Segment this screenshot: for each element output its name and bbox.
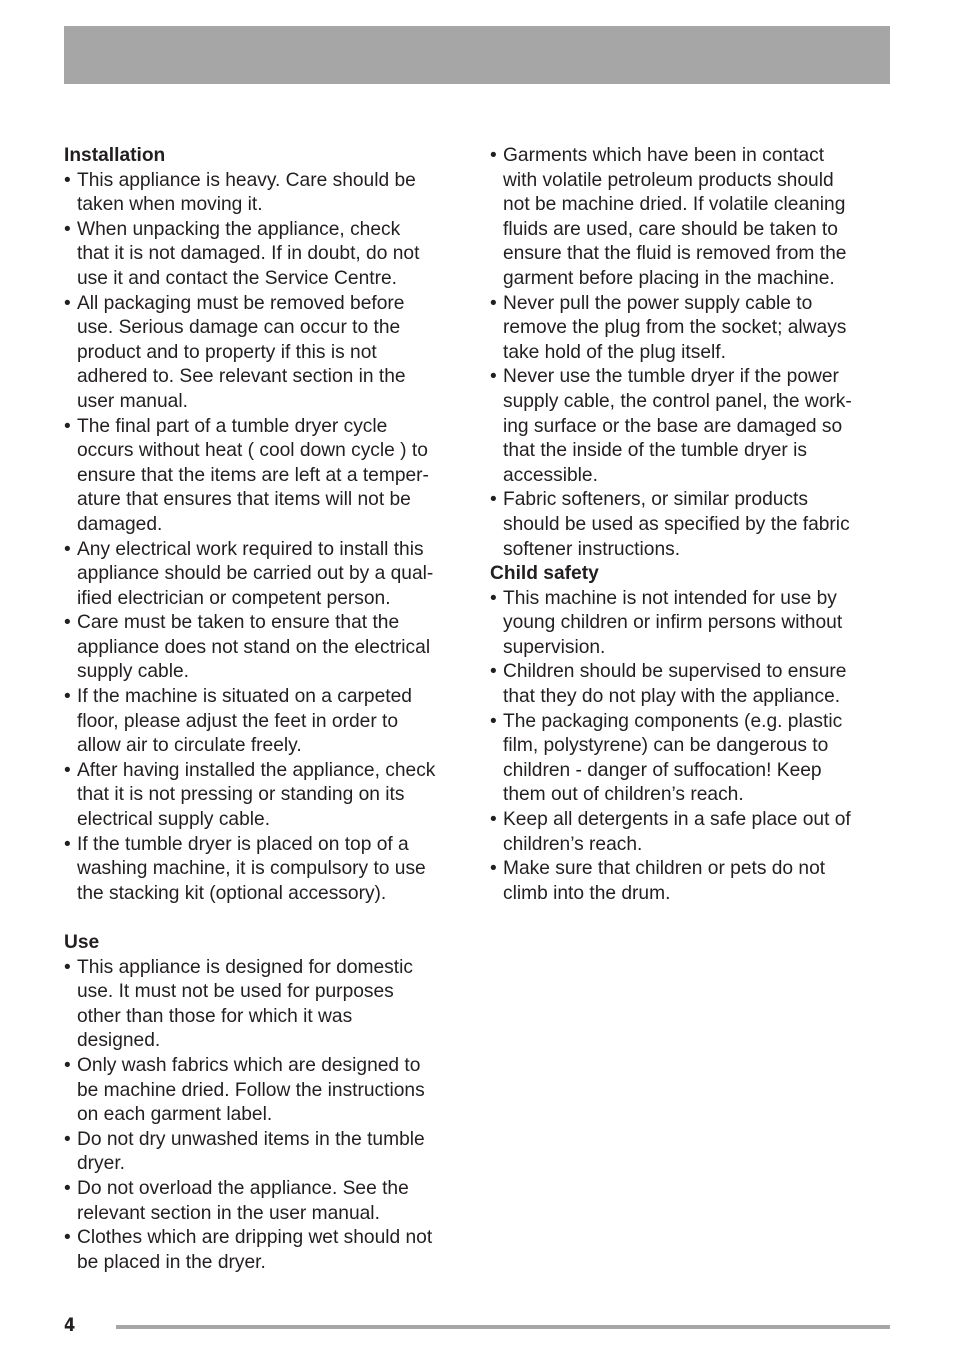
list-item-text: Children should be supervised to ensure that they do not play with the appliance. bbox=[503, 661, 847, 708]
installation-heading: Installation bbox=[64, 145, 166, 166]
list-item bbox=[64, 169, 468, 218]
list-item bbox=[490, 808, 886, 857]
list-item-text: This appliance is designed for domestic use. It must not be used for purposes other than those for which it was designed. bbox=[77, 956, 413, 1052]
footer-rule bbox=[116, 1325, 890, 1329]
list-item bbox=[64, 611, 468, 685]
page-number: 4 bbox=[64, 1314, 76, 1336]
list-item-text: All packaging must be removed before use. Serious damage can occur to the product and to property if this is not adhered to. See relevant section in the user manual. bbox=[77, 292, 406, 412]
list-item-text: When unpacking the appliance, check that it is not damaged. If in doubt, do not use it and contact the Service Centre. bbox=[77, 218, 420, 289]
bullet-icon: • bbox=[490, 858, 497, 880]
list-item bbox=[64, 1177, 468, 1226]
list-item-text: This appliance is heavy. Care should be taken when moving it. bbox=[77, 169, 416, 216]
list-item bbox=[490, 488, 886, 562]
header-band bbox=[64, 26, 890, 84]
list-item bbox=[64, 218, 468, 292]
use-continued-list bbox=[490, 144, 886, 562]
bullet-icon: • bbox=[64, 292, 71, 314]
child-safety-list bbox=[490, 587, 886, 907]
list-item bbox=[64, 685, 468, 759]
bullet-icon: • bbox=[64, 1054, 71, 1076]
bullet-icon: • bbox=[64, 169, 71, 191]
list-item-text: Do not dry unwashed items in the tumble dryer. bbox=[77, 1128, 425, 1175]
list-item-text: Clothes which are dripping wet should not be placed in the dryer. bbox=[77, 1227, 433, 1273]
list-item bbox=[64, 956, 468, 1054]
list-item-text: Keep all detergents in a safe place out of children’s reach. bbox=[503, 809, 851, 855]
list-item bbox=[64, 1054, 468, 1128]
installation-list bbox=[64, 169, 468, 907]
bullet-icon: • bbox=[64, 686, 71, 708]
list-item bbox=[64, 759, 468, 833]
right-column bbox=[490, 144, 886, 906]
list-item bbox=[64, 292, 468, 415]
bullet-icon: • bbox=[490, 366, 497, 388]
bullet-icon: • bbox=[64, 956, 71, 978]
bullet-icon: • bbox=[64, 1177, 71, 1199]
bullet-icon: • bbox=[490, 145, 497, 166]
bullet-icon: • bbox=[64, 833, 71, 855]
bullet-icon: • bbox=[490, 489, 497, 511]
list-item-text: Do not overload the appliance. See the relevant section in the user manual. bbox=[77, 1177, 409, 1224]
list-item-text: Any electrical work required to install this appliance should be carried out by a qual- ified electrician or competent person. bbox=[77, 538, 434, 609]
list-item-text: Garments which have been in contact with volatile petroleum products should not be machine dried. If volatile cleaning fluids are used, care should be taken to ensure that the fluid is removed from the garment before placing in the machine. bbox=[503, 145, 847, 289]
bullet-icon: • bbox=[64, 1227, 71, 1249]
bullet-icon: • bbox=[64, 759, 71, 781]
section-gap bbox=[64, 906, 468, 931]
list-item-text: The packaging components (e.g. plastic film, polystyrene) can be dangerous to children - danger of suffocation! Keep them out of children’s reach. bbox=[503, 710, 843, 806]
list-item bbox=[490, 144, 886, 292]
list-item-text: Make sure that children or pets do not climb into the drum. bbox=[503, 858, 826, 904]
list-item-text: Fabric softeners, or similar products should be used as specified by the fabric softener instructions. bbox=[503, 489, 850, 560]
list-item-text: Never pull the power supply cable to remove the plug from the socket; always take hold of the plug itself. bbox=[503, 292, 847, 363]
use-list bbox=[64, 956, 468, 1276]
bullet-icon: • bbox=[64, 1128, 71, 1150]
list-item-text: Care must be taken to ensure that the appliance does not stand on the electrical supply cable. bbox=[77, 612, 431, 683]
list-item-text: The final part of a tumble dryer cycle occurs without heat ( cool down cycle ) to ensure that the items are left at a temper- ature that ensures that items will not be damaged. bbox=[77, 415, 429, 535]
list-item-text: Never use the tumble dryer if the power supply cable, the control panel, the work- ing surface or the base are damaged so that the inside of the tumble dryer is accessible. bbox=[503, 366, 852, 486]
bullet-icon: • bbox=[490, 587, 497, 609]
list-item bbox=[64, 538, 468, 612]
list-item bbox=[490, 710, 886, 808]
use-heading: Use bbox=[64, 932, 100, 953]
list-item-text: If the machine is situated on a carpeted floor, please adjust the feet in order to allow air to circulate freely. bbox=[77, 686, 412, 757]
list-item bbox=[490, 365, 886, 488]
bullet-icon: • bbox=[490, 710, 497, 732]
child-safety-heading: Child safety bbox=[490, 563, 599, 585]
list-item bbox=[490, 660, 886, 709]
bullet-icon: • bbox=[490, 292, 497, 314]
bullet-icon: • bbox=[64, 218, 71, 240]
bullet-icon: • bbox=[64, 538, 71, 560]
bullet-icon: • bbox=[490, 809, 497, 831]
list-item-text: This machine is not intended for use by young children or infirm persons without supervision. bbox=[503, 587, 843, 658]
left-column bbox=[64, 144, 468, 1275]
bullet-icon: • bbox=[64, 415, 71, 437]
bullet-icon: • bbox=[490, 661, 497, 683]
list-item bbox=[64, 1226, 468, 1275]
list-item bbox=[490, 587, 886, 661]
list-item bbox=[64, 833, 468, 907]
bullet-icon: • bbox=[64, 612, 71, 634]
list-item bbox=[490, 292, 886, 366]
list-item-text: Only wash fabrics which are designed to be machine dried. Follow the instructions on each garment label. bbox=[77, 1054, 425, 1126]
list-item bbox=[64, 415, 468, 538]
list-item-text: After having installed the appliance, check that it is not pressing or standing on its electrical supply cable. bbox=[77, 759, 436, 831]
list-item bbox=[64, 1128, 468, 1177]
list-item-text: If the tumble dryer is placed on top of a washing machine, it is compulsory to use the stacking kit (optional accessory). bbox=[77, 833, 426, 904]
list-item bbox=[490, 857, 886, 906]
